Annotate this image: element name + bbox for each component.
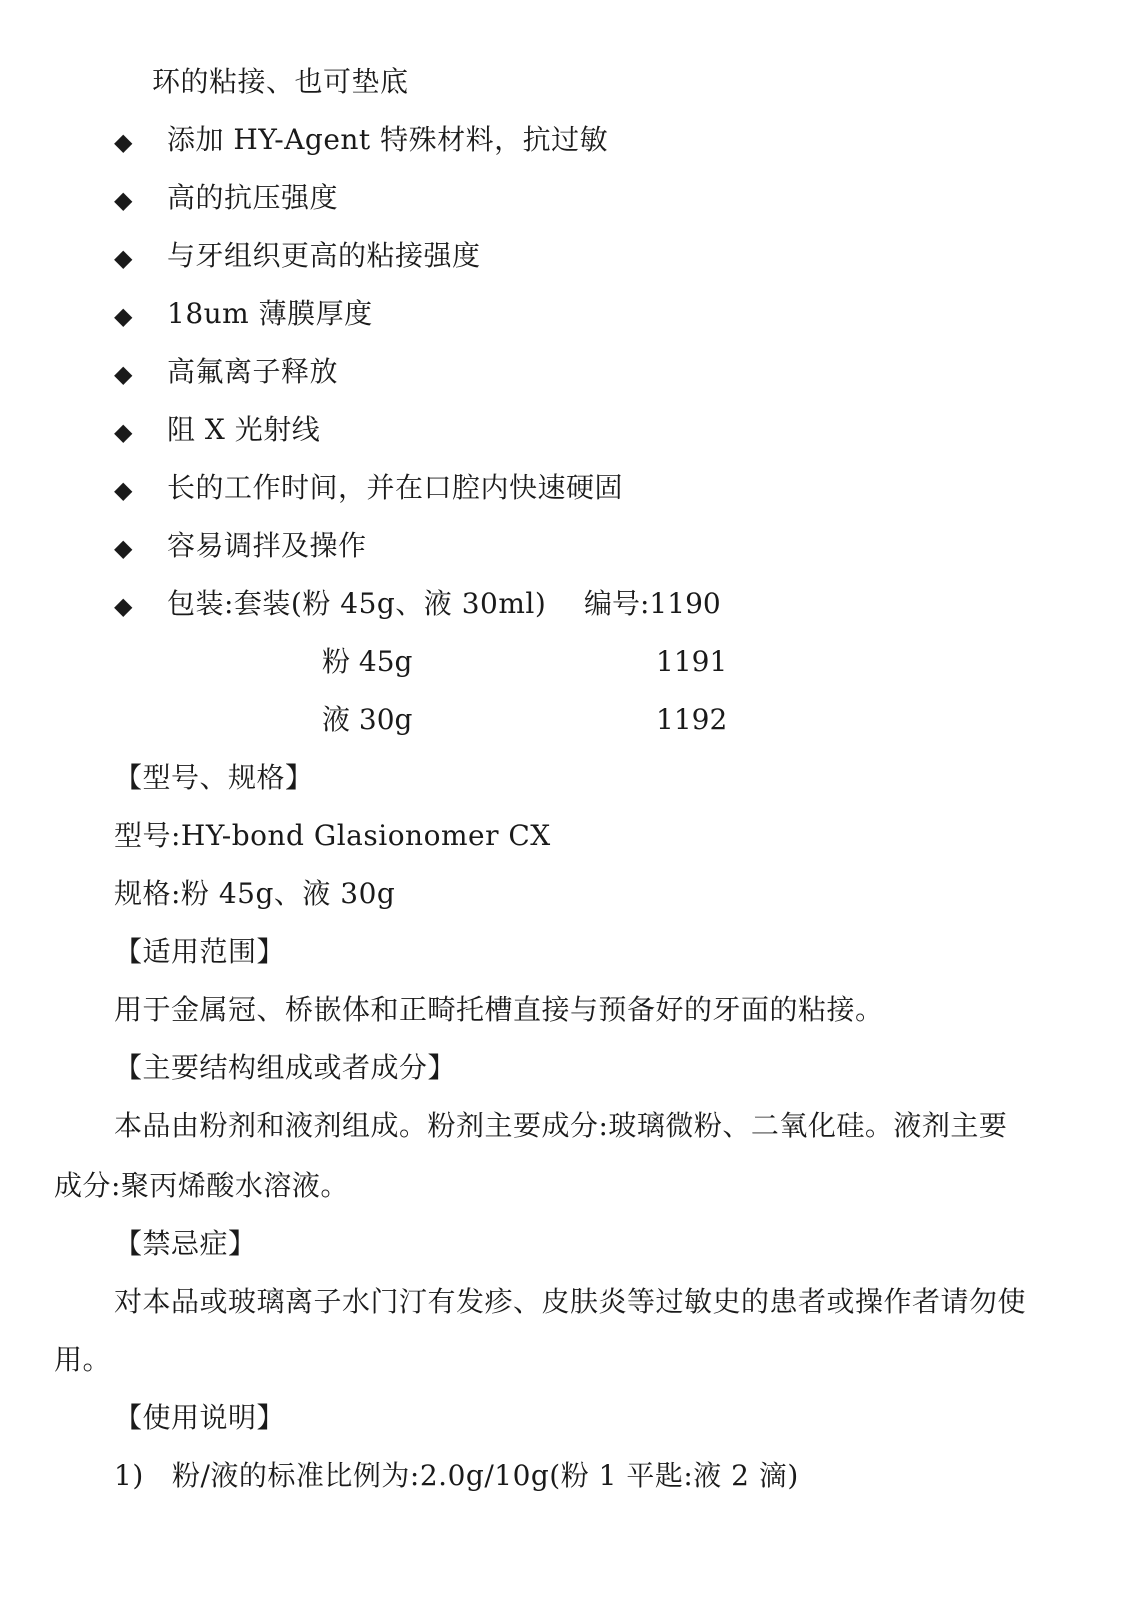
contraindication-line-1: 对本品或玻璃离子水门汀有发疹、皮肤炎等过敏史的患者或操作者请勿使 — [114, 1285, 1027, 1318]
diamond-bullet-icon: ◆ — [114, 302, 133, 330]
packaging-row-code: 1191 — [656, 645, 728, 678]
feature-text: 容易调拌及操作 — [167, 529, 367, 562]
intro-line: 环的粘接、也可垫底 — [152, 65, 409, 98]
section-heading-contraindication: 【禁忌症】 — [114, 1227, 257, 1260]
packaging-label: 包装:套装(粉 45g、液 30ml) — [167, 587, 547, 620]
section-heading-model: 【型号、规格】 — [114, 761, 314, 794]
diamond-bullet-icon: ◆ — [114, 360, 133, 388]
section-heading-scope: 【适用范围】 — [114, 935, 286, 968]
feature-text: 高的抗压强度 — [167, 181, 339, 214]
packaging-row-name: 粉 45g — [322, 645, 413, 678]
diamond-bullet-icon: ◆ — [114, 128, 133, 156]
diamond-bullet-icon: ◆ — [114, 476, 133, 504]
packaging-row-name: 液 30g — [322, 703, 413, 736]
composition-line-2: 成分:聚丙烯酸水溶液。 — [54, 1169, 349, 1202]
feature-text: 长的工作时间，并在口腔内快速硬固 — [167, 471, 624, 504]
model-line: 型号:HY-bond Glasionomer CX — [114, 819, 551, 852]
diamond-bullet-icon: ◆ — [114, 186, 133, 214]
feature-text: 与牙组织更高的粘接强度 — [167, 239, 481, 272]
scope-text: 用于金属冠、桥嵌体和正畸托槽直接与预备好的牙面的粘接。 — [114, 993, 884, 1026]
packaging-row-code: 1192 — [656, 703, 728, 736]
diamond-bullet-icon: ◆ — [114, 418, 133, 446]
spec-line: 规格:粉 45g、液 30g — [114, 877, 396, 910]
feature-text: 18um 薄膜厚度 — [167, 297, 373, 330]
section-heading-composition: 【主要结构组成或者成分】 — [114, 1051, 457, 1084]
contraindication-line-2: 用。 — [54, 1343, 112, 1376]
composition-line-1: 本品由粉剂和液剂组成。粉剂主要成分:玻璃微粉、二氧化硅。液剂主要 — [114, 1109, 1008, 1142]
feature-text: 添加 HY-Agent 特殊材料，抗过敏 — [167, 123, 609, 156]
feature-text: 阻 X 光射线 — [167, 413, 321, 446]
usage-item-text: 粉/液的标准比例为:2.0g/10g(粉 1 平匙:液 2 滴) — [172, 1459, 799, 1492]
diamond-bullet-icon: ◆ — [114, 592, 133, 620]
diamond-bullet-icon: ◆ — [114, 244, 133, 272]
packaging-code: 编号:1190 — [584, 587, 721, 620]
section-heading-usage: 【使用说明】 — [114, 1401, 286, 1434]
diamond-bullet-icon: ◆ — [114, 534, 133, 562]
feature-text: 高氟离子释放 — [167, 355, 339, 388]
usage-item-number: 1) — [114, 1459, 144, 1492]
